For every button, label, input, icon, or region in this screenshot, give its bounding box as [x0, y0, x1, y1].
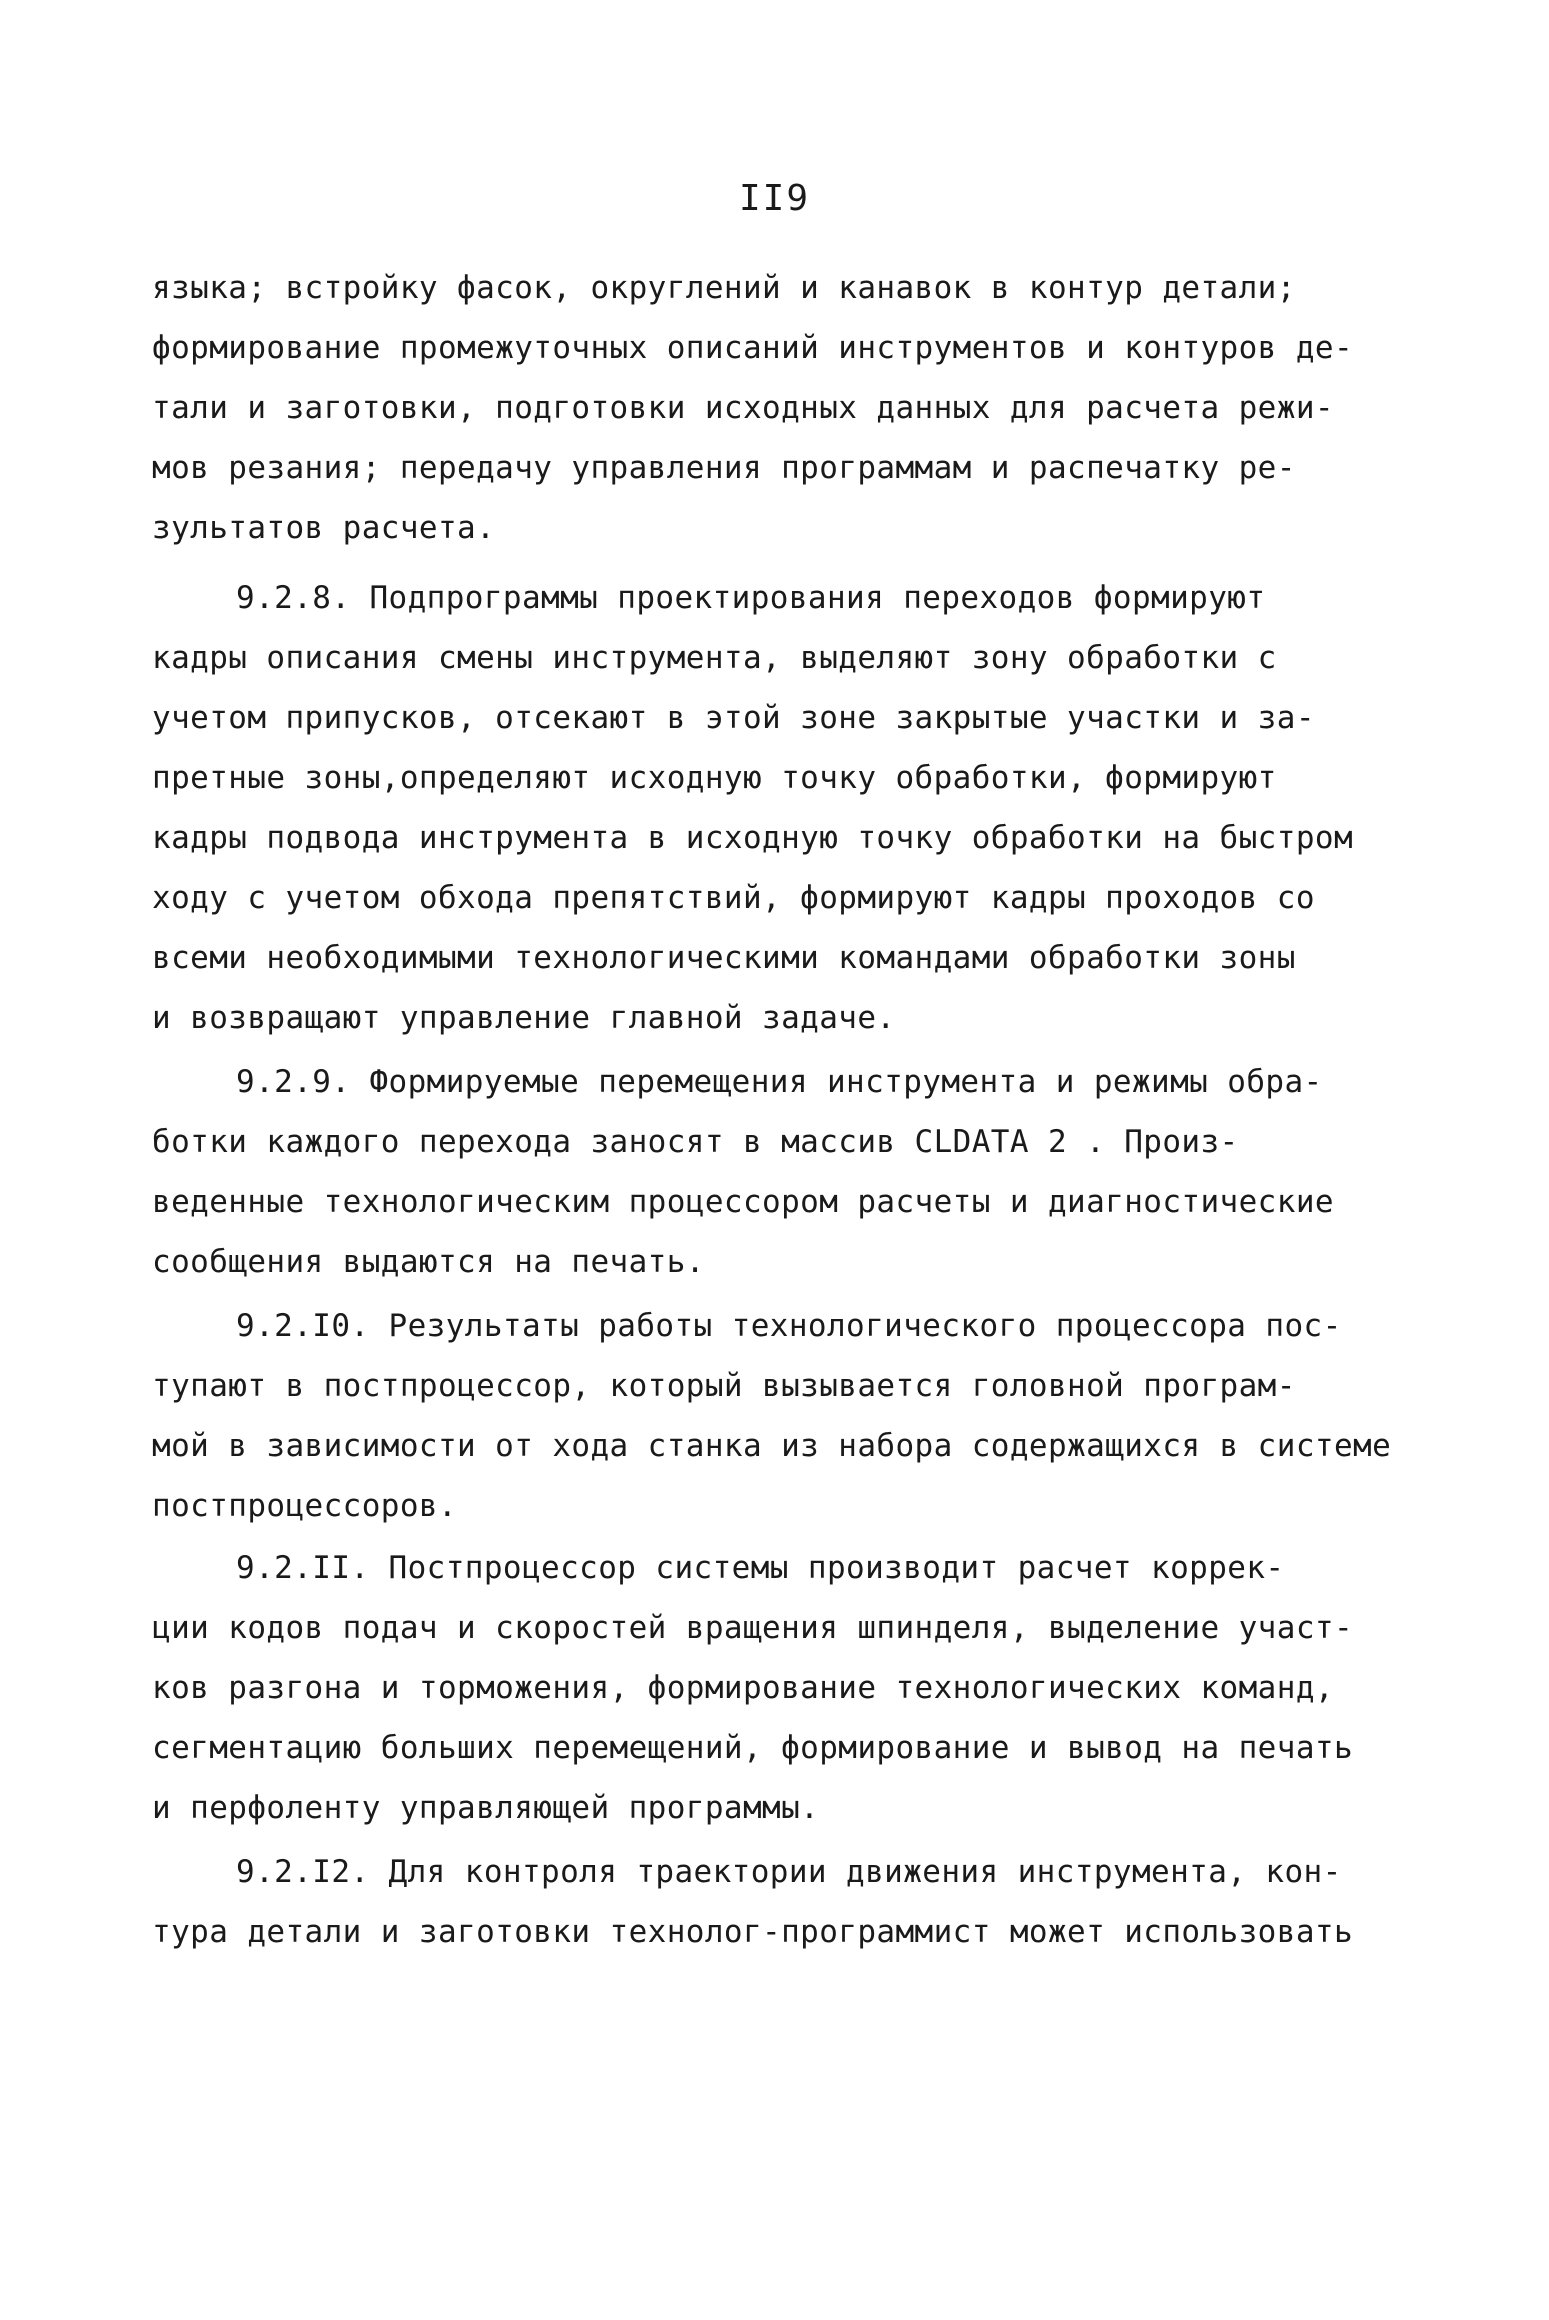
text-line: и возвращают управление главной задаче.	[152, 1000, 896, 1036]
text-line: ции кодов подач и скоростей вращения шпинделя, выделение участ-	[152, 1610, 1354, 1646]
text-line: зультатов расчета.	[152, 510, 496, 546]
text-line: мой в зависимости от хода станка из набора содержащихся в системе	[152, 1428, 1392, 1464]
paragraph-start: 9.2.II. Постпроцессор системы производит расчет коррек-	[236, 1550, 1285, 1586]
text-line: сегментацию больших перемещений, формирование и вывод на печать	[152, 1730, 1354, 1766]
text-line: ков разгона и торможения, формирование технологических команд,	[152, 1670, 1334, 1706]
text-line: постпроцессоров.	[152, 1488, 458, 1524]
text-line: веденные технологическим процессором расчеты и диагностические	[152, 1184, 1334, 1220]
text-line: тупают в постпроцессор, который вызывается головной програм-	[152, 1368, 1296, 1404]
text-line: ходу с учетом обхода препятствий, формируют кадры проходов со	[152, 880, 1315, 916]
text-line: кадры описания смены инструмента, выделяют зону обработки с	[152, 640, 1277, 676]
text-line: сообщения выдаются на печать.	[152, 1244, 705, 1280]
text-line: ботки каждого перехода заносят в массив CLDATA 2 . Произ-	[152, 1124, 1239, 1160]
paragraph-start: 9.2.I2. Для контроля траектории движения инструмента, кон-	[236, 1854, 1342, 1890]
text-line: тура детали и заготовки технолог-программист может использовать	[152, 1914, 1354, 1950]
text-line: учетом припусков, отсекают в этой зоне закрытые участки и за-	[152, 700, 1315, 736]
text-line: претные зоны,определяют исходную точку обработки, формируют	[152, 760, 1277, 796]
text-line: кадры подвода инструмента в исходную точку обработки на быстром	[152, 820, 1354, 856]
paragraph-start: 9.2.I0. Результаты работы технологического процессора пос-	[236, 1308, 1342, 1344]
text-line: тали и заготовки, подготовки исходных данных для расчета режи-	[152, 390, 1334, 426]
text-line: всеми необходимыми технологическими командами обработки зоны	[152, 940, 1296, 976]
page-number: II9	[738, 178, 811, 219]
paragraph-start: 9.2.9. Формируемые перемещения инструмента и режимы обра-	[236, 1064, 1323, 1100]
paragraph-start: 9.2.8. Подпрограммы проектирования переходов формируют	[236, 580, 1266, 616]
text-line: формирование промежуточных описаний инструментов и контуров де-	[152, 330, 1354, 366]
text-line: и перфоленту управляющей программы.	[152, 1790, 820, 1826]
text-line: языка; встройку фасок, округлений и канавок в контур детали;	[152, 270, 1296, 306]
text-line: мов резания; передачу управления программам и распечатку ре-	[152, 450, 1296, 486]
